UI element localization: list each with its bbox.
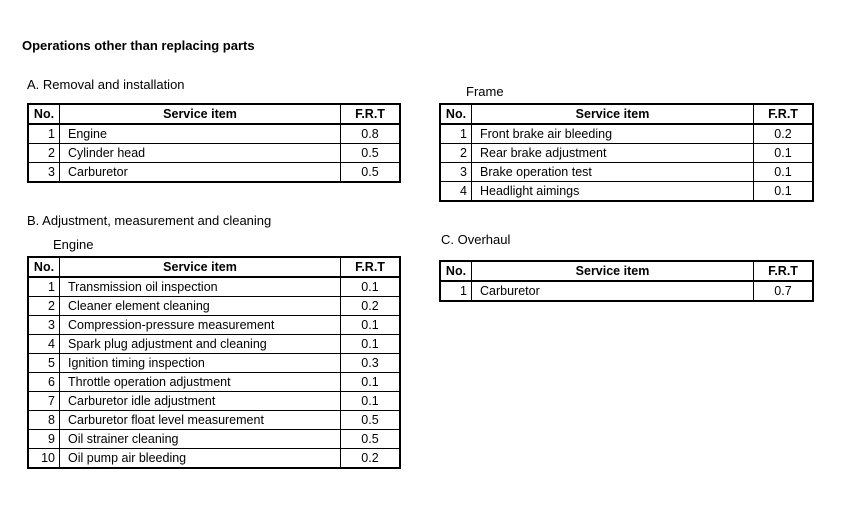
row-number: 3 <box>28 163 60 183</box>
frt-value-cell: 0.1 <box>754 163 814 182</box>
table-row <box>28 411 400 430</box>
table-row <box>28 277 400 297</box>
col-header-frt: F.R.T <box>341 104 401 124</box>
frt-value-cell: 0.7 <box>754 281 814 301</box>
service-item-cell: Oil pump air bleeding <box>60 449 341 469</box>
col-header-frt: F.R.T <box>341 257 401 277</box>
frt-value-cell: 0.5 <box>341 163 401 183</box>
row-number: 2 <box>28 297 60 316</box>
row-number: 4 <box>28 335 60 354</box>
frt-value-cell: 0.1 <box>754 144 814 163</box>
service-item-cell: Cleaner element cleaning <box>60 297 341 316</box>
frt-value-cell: 0.3 <box>341 354 401 373</box>
service-item-cell: Cylinder head <box>60 144 341 163</box>
row-number: 6 <box>28 373 60 392</box>
page-title: Operations other than replacing parts <box>22 38 255 53</box>
frt-value-cell: 0.2 <box>341 297 401 316</box>
col-header-service-item: Service item <box>472 104 754 124</box>
table-row <box>440 144 813 163</box>
service-item-cell: Brake operation test <box>472 163 754 182</box>
service-item-cell: Ignition timing inspection <box>60 354 341 373</box>
adjustment-frame-table <box>439 103 814 202</box>
section-c-heading: C. Overhaul <box>441 232 511 247</box>
table-row <box>28 449 400 469</box>
service-item-cell: Compression-pressure measurement <box>60 316 341 335</box>
table-row <box>28 144 400 163</box>
table-row <box>440 163 813 182</box>
row-number: 1 <box>440 281 472 301</box>
table-row <box>440 124 813 144</box>
row-number: 1 <box>28 277 60 297</box>
table-row <box>28 316 400 335</box>
col-header-service-item: Service item <box>472 261 754 281</box>
frt-value-cell: 0.5 <box>341 411 401 430</box>
section-b-heading: B. Adjustment, measurement and cleaning <box>27 213 272 228</box>
col-header-frt: F.R.T <box>754 261 814 281</box>
service-item-cell: Carburetor idle adjustment <box>60 392 341 411</box>
col-header-service-item: Service item <box>60 257 341 277</box>
service-item-cell: Front brake air bleeding <box>472 124 754 144</box>
frt-value-cell: 0.1 <box>341 392 401 411</box>
frt-value-cell: 0.5 <box>341 430 401 449</box>
row-number: 9 <box>28 430 60 449</box>
row-number: 2 <box>440 144 472 163</box>
frt-value-cell: 0.1 <box>341 373 401 392</box>
row-number: 7 <box>28 392 60 411</box>
row-number: 3 <box>28 316 60 335</box>
row-number: 1 <box>440 124 472 144</box>
row-number: 2 <box>28 144 60 163</box>
col-header-frt: F.R.T <box>754 104 814 124</box>
col-header-no: No. <box>440 104 472 124</box>
service-item-cell: Throttle operation adjustment <box>60 373 341 392</box>
table-row <box>28 124 400 144</box>
table-row <box>28 354 400 373</box>
service-item-cell: Transmission oil inspection <box>60 277 341 297</box>
table-row <box>28 392 400 411</box>
table-row <box>440 182 813 202</box>
overhaul-table <box>439 260 814 302</box>
row-number: 4 <box>440 182 472 202</box>
removal-installation-table <box>27 103 401 183</box>
row-number: 3 <box>440 163 472 182</box>
table-row <box>28 373 400 392</box>
frt-value-cell: 0.5 <box>341 144 401 163</box>
service-item-cell: Headlight aimings <box>472 182 754 202</box>
frt-value-cell: 0.2 <box>754 124 814 144</box>
frt-value-cell: 0.1 <box>341 335 401 354</box>
table-row <box>28 335 400 354</box>
table-row <box>28 430 400 449</box>
col-header-service-item: Service item <box>60 104 341 124</box>
service-item-cell: Spark plug adjustment and cleaning <box>60 335 341 354</box>
table-row <box>28 163 400 183</box>
frt-value-cell: 0.2 <box>341 449 401 469</box>
adjustment-engine-table <box>27 256 401 469</box>
table-row <box>28 297 400 316</box>
row-number: 1 <box>28 124 60 144</box>
row-number: 8 <box>28 411 60 430</box>
col-header-no: No. <box>28 257 60 277</box>
row-number: 5 <box>28 354 60 373</box>
table-row <box>440 281 813 301</box>
service-item-cell: Carburetor <box>472 281 754 301</box>
service-item-cell: Carburetor <box>60 163 341 183</box>
frt-value-cell: 0.1 <box>341 277 401 297</box>
frt-value-cell: 0.1 <box>341 316 401 335</box>
service-item-cell: Carburetor float level measurement <box>60 411 341 430</box>
service-item-cell: Oil strainer cleaning <box>60 430 341 449</box>
section-a-heading: A. Removal and installation <box>27 77 185 92</box>
row-number: 10 <box>28 449 60 469</box>
frt-value-cell: 0.8 <box>341 124 401 144</box>
frame-subheading: Frame <box>466 84 504 99</box>
frt-value-cell: 0.1 <box>754 182 814 202</box>
service-item-cell: Engine <box>60 124 341 144</box>
service-item-cell: Rear brake adjustment <box>472 144 754 163</box>
col-header-no: No. <box>440 261 472 281</box>
engine-subheading: Engine <box>53 237 94 252</box>
col-header-no: No. <box>28 104 60 124</box>
